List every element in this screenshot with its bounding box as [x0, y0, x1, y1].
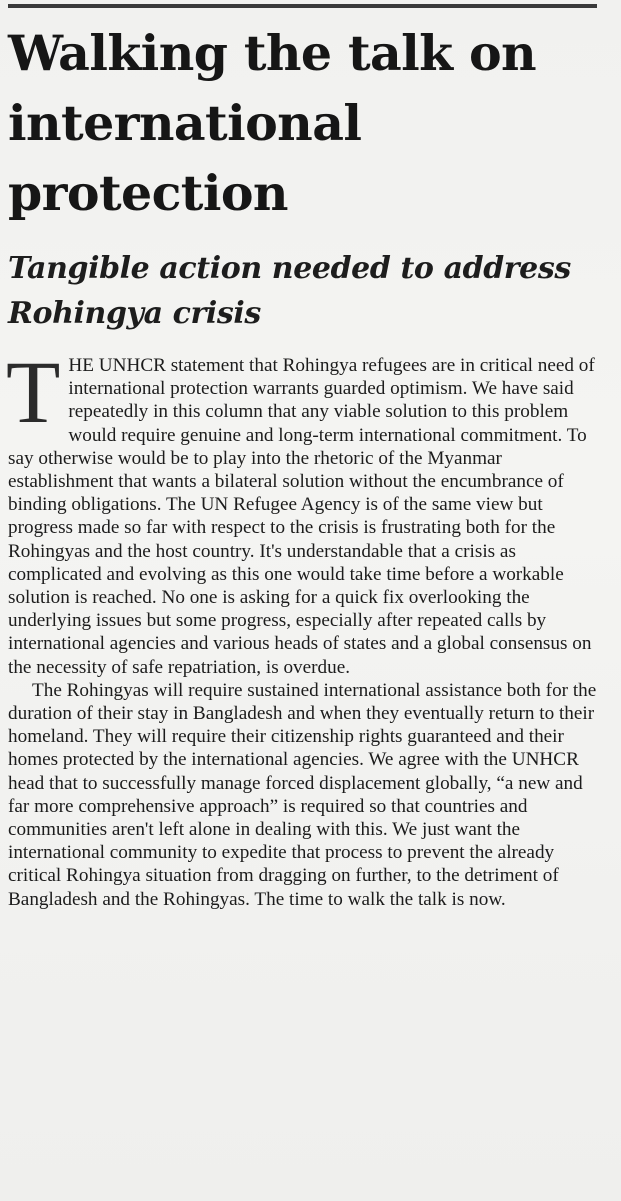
paragraph-1-text: HE UNHCR statement that Rohingya refugees are in critical need of international protection warrants guarded optimism. We have said repeatedly in this column that any viable solution to this problem would require genuine and long-term international commitment. To say otherwise would be to play into the rhetoric of the Myanmar establishment that wants a bilateral solution without the encumbrance of binding obligations. The UN Refugee Agency is of the same view but progress made so far with respect to the crisis is frustrating both for the Rohingyas and the host country. It's understandable that a crisis as complicated and evolving as this one would take time before a workable solution is reached. No one is asking for a quick fix overlooking the underlying issues but some progress, especially after repeated calls by international agencies and various heads of states and a global consensus on the necessity of safe repatriation, is overdue. — [8, 355, 595, 678]
drop-cap: T — [6, 344, 61, 442]
article-body — [6, 344, 598, 911]
article-paragraph-2: The Rohingyas will require sustained international assistance both for the duration of their stay in Bangladesh and when they eventually return to their homeland. They will require their citizenship rights guaranteed and their homes protected by the international agencies. We agree with the UNHCR head that to successfully manage forced displacement globally, “a new and far more comprehensive approach” is required so that countries and communities aren't left alone in dealing with this. We just want the international community to expedite that process to prevent the already critical Rohingya situation from dragging on further, to the detriment of Bangladesh and the Rohingyas. The time to walk the talk is now. — [8, 679, 597, 910]
top-divider — [8, 4, 597, 8]
article-paragraph-1 — [6, 344, 598, 679]
article-subheadline: Tangible action needed to address Rohingya crisis — [8, 251, 571, 331]
article-headline: Walking the talk on international protection — [8, 24, 537, 222]
